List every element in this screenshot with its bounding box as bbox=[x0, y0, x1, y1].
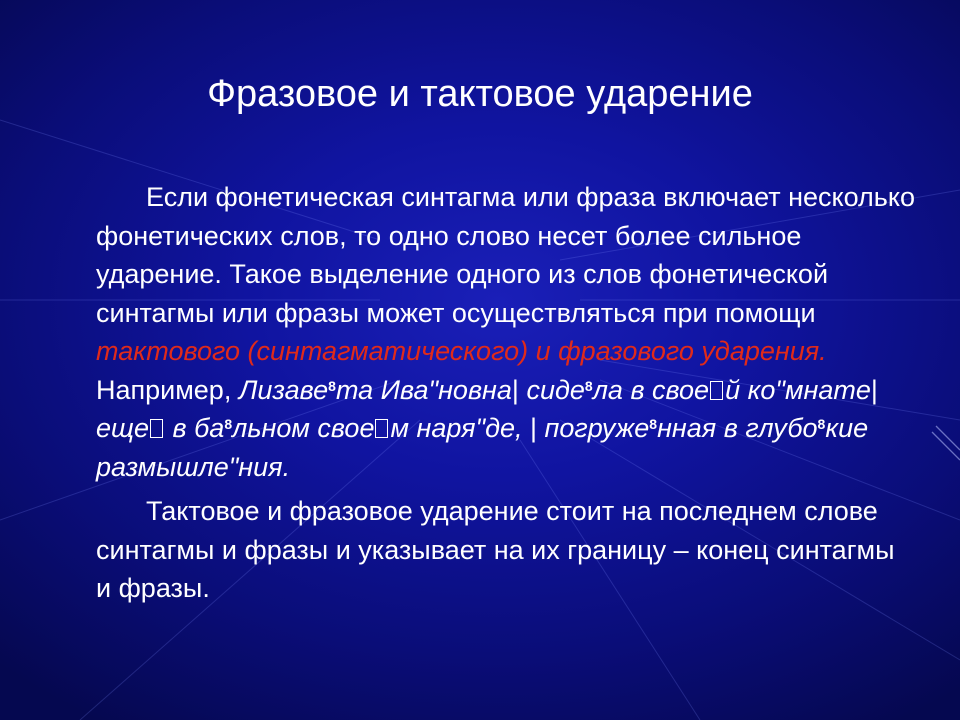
example-word: сиде bbox=[526, 374, 585, 405]
example-word: в ба bbox=[165, 413, 225, 443]
stress-mark: 8 bbox=[649, 416, 658, 432]
example-intro: Например, bbox=[96, 374, 239, 405]
slide-title: Фразовое и тактовое ударение bbox=[207, 73, 753, 115]
example-word: та Ива"новна bbox=[335, 374, 512, 405]
example-word: погруже bbox=[544, 413, 650, 443]
example-word: льном свое bbox=[232, 413, 375, 443]
stress-mark: 8 bbox=[328, 377, 336, 394]
example-phrase bbox=[239, 375, 512, 405]
paragraph-2: Тактовое и фразовое ударение стоит на последнем слове синтагмы и фразы и указывает на их границу – конец синтагмы и фразы. bbox=[96, 496, 895, 603]
missing-glyph-icon bbox=[150, 419, 163, 438]
example-word: Лизаве bbox=[238, 374, 329, 405]
example-word: кие размышле"ния. bbox=[96, 413, 869, 482]
missing-glyph-icon bbox=[375, 419, 388, 438]
example-word: ла в свое bbox=[592, 374, 710, 405]
stress-mark: 8 bbox=[584, 377, 593, 394]
paragraph-1-lead: Если фонетическая синтагма или фраза включает несколько фонетических слов, то одно слово несет более сильное ударение. Такое выделение одного из слов фонетической синтагмы или фразы может осуществляться при помощи bbox=[96, 182, 915, 328]
example-word: й ко"мнате bbox=[725, 374, 871, 405]
example-word: м наря"де, bbox=[390, 413, 531, 443]
example-phrase bbox=[96, 413, 530, 443]
syntagma-separator: | bbox=[870, 374, 878, 405]
slide-body bbox=[96, 178, 916, 608]
highlighted-term: тактового (синтагматического) и фразового ударения. bbox=[96, 336, 827, 366]
stress-mark: 8 bbox=[224, 416, 233, 432]
example-word: нная в глубо bbox=[657, 413, 818, 443]
syntagma-separator: | bbox=[530, 413, 545, 443]
example-phrase bbox=[526, 375, 870, 405]
syntagma-separator: | bbox=[511, 374, 527, 405]
paragraph-1 bbox=[96, 178, 916, 486]
stress-mark: 8 bbox=[817, 416, 826, 432]
example-word: еще bbox=[96, 413, 150, 443]
missing-glyph-icon bbox=[710, 381, 723, 400]
